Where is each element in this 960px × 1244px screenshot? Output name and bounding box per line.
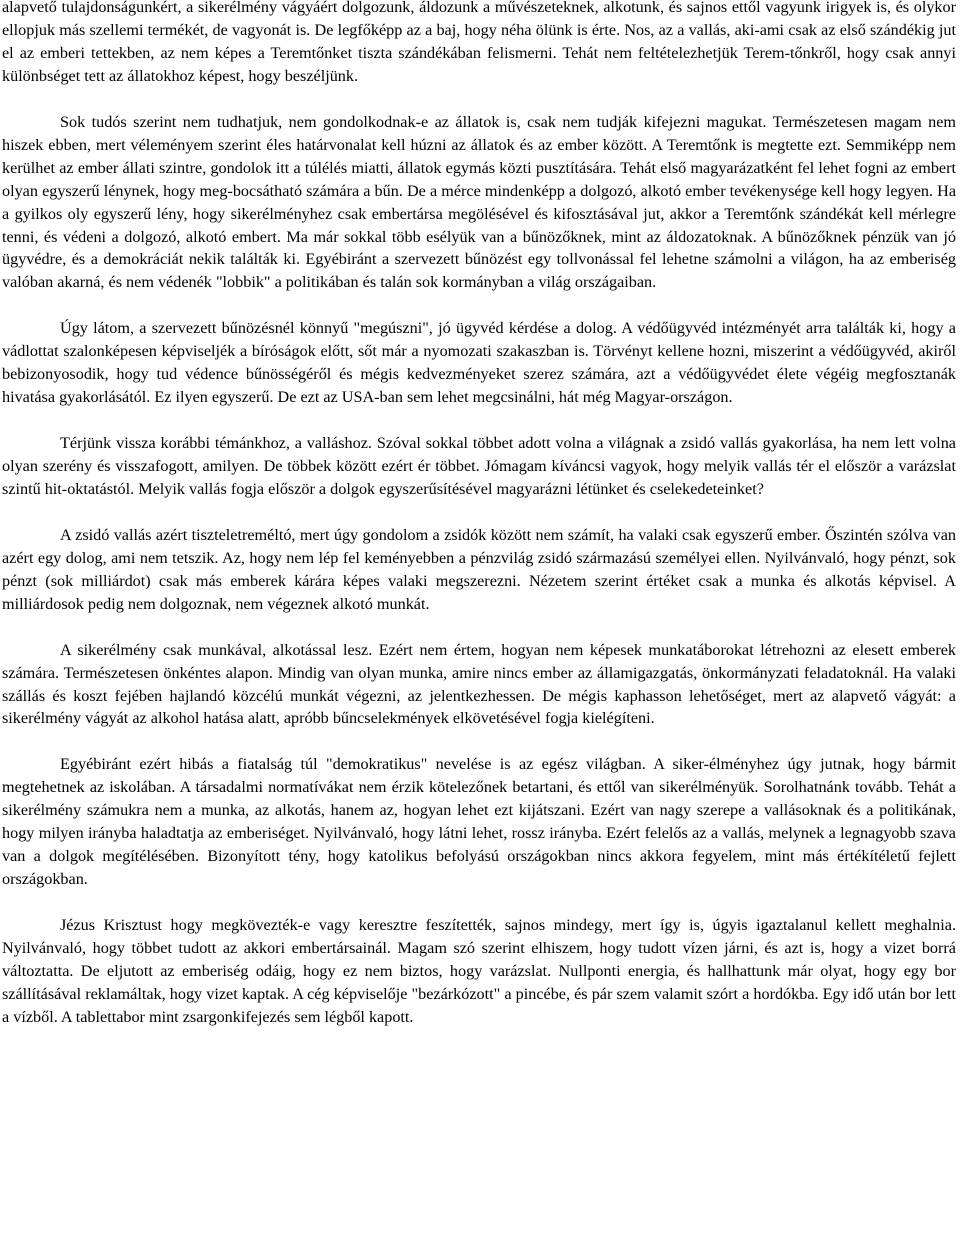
paragraph-6: A sikerélmény csak munkával, alkotással lesz. Ezért nem értem, hogyan nem képesek munkatáborokat létrehozni az elesett emberek számára. Természetesen önkéntes alapon. Mindig van olyan munka, amire nincs ember az államigazgatás, önkormányzati feladatoknál. Ha valaki szállás és koszt fejében hajlandó közcélú munkát végezni, az jelentkezhessen. De mégis kaphasson lehetőséget, mert az alapvető vágyát: a sikerélmény vágyát az alkohol hatása alatt, apróbb bűncselekmények elkövetésével fogja kielégíteni. [2, 640, 956, 728]
paragraph-spacer [2, 294, 956, 317]
paragraph-spacer [2, 501, 956, 524]
paragraph-5: A zsidó vallás azért tiszteletreméltó, mert úgy gondolom a zsidók között nem számít, ha valaki csak egyszerű ember. Őszintén szólva van azért egy dolog, ami nem tetszik. Az, hogy nem lép fel keményebben a pénzvilág zsidó származású személyei ellen. Nyilvánvaló, hogy pénzt, sok pénzt (sok milliárdot) csak más emberek kárára képes valaki megszerezni. Nézetem szerint értéket csak a munka és alkotás képvisel. A milliárdosok pedig nem dolgoznak, nem végeznek alkotó munkát. [2, 525, 956, 613]
paragraph-spacer [2, 891, 956, 914]
paragraph-1: alapvető tulajdonságunkért, a sikerélmény vágyáért dolgozunk, áldozunk a művészeteknek, alkotunk, és sajnos ettől vagyunk irigyek is, és olykor ellopjuk más szellemi termékét, de vagyonát is. De legfőképp az a baj, hogy néha ölünk is érte. Nos, az a vallás, aki-ami csak az első szándékig jut el az emberi tettekben, az nem képes a Teremtőnket tiszta szándékában felismerni. Tehát nem feltételezhetjük Terem-tőnkről, hogy csak annyi különbséget tett az állatokhoz képest, hogy beszéljünk. [2, 0, 956, 85]
paragraph-3: Úgy látom, a szervezett bűnözésnél könnyű "megúszni", jó ügyvéd kérdése a dolog. A védőügyvéd intézményét arra találták ki, hogy a vádlottat szalonképesen képviseljék a bíróságok előtt, sőt már a nyomozati szakaszban is. Törvényt kellene hozni, miszerint a védőügyvéd, akiről bebizonyosodik, hogy tud védence bűnösségéről és mégis kedvezményeket szerez számára, azt a védőügyvédet élete végéig megfosztanák hivatása gyakorlásától. Ez ilyen egyszerű. De ezt az USA-ban sem lehet megcsinálni, hát még Magyar-országon. [2, 319, 956, 407]
paragraph-spacer [2, 616, 956, 639]
paragraph-8: Jézus Krisztust hogy megkövezték-e vagy keresztre feszítették, sajnos mindegy, mert így is, úgyis igaztalanul kellett meghalnia. Nyilvánvaló, hogy többet tudott az akkori embertársainál. Magam szó szerint elhiszem, hogy tudott vízen járni, és azt is, hogy a vizet borrá változtatta. De eljutott az emberiség odáig, hogy ez nem biztos, hogy varázslat. Nullponti energia, és hallhattunk már olyat, hogy egy bor szállításával reklamáltak, hogy vizet kaptak. A cég képviselője "bezárkózott" a pincébe, és pár szem valamit szórt a hordókba. Egy idő után bor lett a vízből. A tablettabor mint zsargonkifejezés sem légből kapott. [2, 916, 956, 1026]
paragraph-2: Sok tudós szerint nem tudhatjuk, nem gondolkodnak-e az állatok is, csak nem tudják kifejezni magukat. Természetesen magam nem hiszek ebben, mert véleményem szerint éles határvonalat kell húzni az állatok és az ember között. A Teremtőnk is megtette ezt. Semmiképp nem kerülhet az ember állati szintre, gondolok itt a túlélés miatti, állatok egymás közti pusztítására. Tehát első magyarázatként fel lehet fogni az embert olyan egyszerű lénynek, hogy meg-bocsátható számára a bűn. De a mérce mindenképp a dolgozó, alkotó ember tevékenysége kell hogy legyen. Ha a gyilkos oly egyszerű lény, hogy sikerélményhez csak embertársa megölésével és kifosztásával jut, akkor a Teremtőnk szándékát kell mérlegre tenni, és védeni a dolgozó, alkotó embert. Ma már sokkal több esélyük van a bűnözőknek, mint az áldozatoknak. A bűnözőknek pénzük van jó ügyvédre, és a demokráciát nekik találták ki. Egyébiránt a szervezett bűnözést egy tollvonással fel lehetne számolni a világon, ha az emberiség valóban akarná, és nem védenék "lobbik" a politikában és talán sok kormányban a világ országaiban. [2, 112, 956, 292]
paragraph-spacer [2, 409, 956, 432]
paragraph-spacer [2, 730, 956, 753]
paragraph-spacer [2, 88, 956, 111]
paragraph-4: Térjünk vissza korábbi témánkhoz, a valláshoz. Szóval sokkal többet adott volna a világnak a zsidó vallás gyakorlása, ha nem lett volna olyan szerény és visszafogott, amilyen. De többek között ezért ér többet. Jómagam kíváncsi vagyok, hogy melyik vallás tér el először a varázslat szintű hit-oktatástól. Melyik vallás fogja először a dolgok egyszerűsítésével magyarázni létünket és cselekedeteinket? [2, 434, 956, 498]
paragraph-7: Egyébiránt ezért hibás a fiatalság túl "demokratikus" nevelése is az egész világban. A siker-élményhez úgy jutnak, hogy bármit megtehetnek az iskolában. A társadalmi normatívákat nem érzik kötelezőnek betartani, és ettől van sikerélményük. Sorolhatnánk tovább. Tehát a sikerélmény számukra nem a munka, az alkotás, hanem az, hogyan lehet ezt kijátszani. Ezért van nagy szerepe a vallásoknak és a politikának, hogy milyen irányba haladtatja az emberiséget. Nyilvánvaló, hogy látni lehet, rossz irányba. Ezért felelős az a vallás, melynek a legnagyobb szava van a dolgok megítélésében. Bizonyított tény, hogy katolikus befolyású országokban nincs akkora fegyelem, mint más értékítéletű fejlett országokban. [2, 755, 956, 889]
